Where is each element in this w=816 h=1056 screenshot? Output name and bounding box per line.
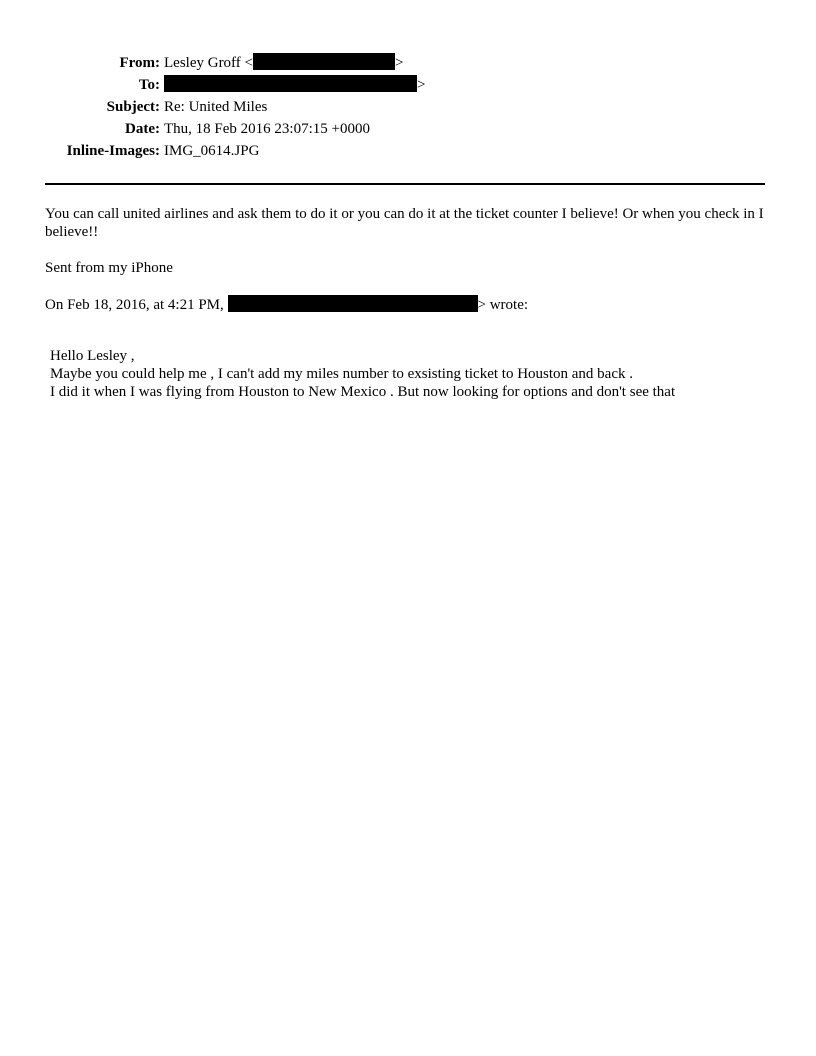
quoted-line: Maybe you could help me , I can't add my miles number to exsisting ticket to Houston and back . <box>50 366 634 382</box>
date-label: Date: <box>125 121 160 137</box>
date-value: Thu, 18 Feb 2016 23:07:15 +0000 <box>164 121 370 137</box>
date-row <box>45 118 425 140</box>
inline-images-row <box>45 140 425 162</box>
to-row <box>45 74 425 96</box>
header-divider <box>45 183 765 185</box>
to-address-redaction <box>164 75 417 92</box>
email-header <box>45 52 425 162</box>
subject-value: Re: United Miles <box>164 99 268 115</box>
quote-intro <box>45 295 769 314</box>
subject-row <box>45 96 425 118</box>
from-close-bracket: > <box>395 55 404 71</box>
quote-intro-prefix: On Feb 18, 2016, at 4:21 PM, <box>45 297 224 313</box>
from-row <box>45 52 425 74</box>
quote-intro-suffix: > wrote: <box>477 297 529 313</box>
signature: Sent from my iPhone <box>45 260 173 276</box>
inline-images-label: Inline-Images: <box>66 143 160 159</box>
from-label: From: <box>119 55 160 71</box>
reply-text: You can call united airlines and ask them to do it or you can do it at the ticket counter I believe! Or when you check in I believe!! <box>45 206 764 240</box>
from-name: Lesley Groff < <box>164 55 253 71</box>
quoted-line: Hello Lesley , <box>50 348 135 364</box>
quoted-message <box>50 347 770 401</box>
quote-sender-redaction <box>228 295 478 312</box>
to-value <box>164 74 425 96</box>
inline-images-value: IMG_0614.JPG <box>164 143 260 159</box>
from-email-redaction <box>253 53 395 70</box>
from-value <box>164 52 425 74</box>
to-label: To: <box>138 77 160 93</box>
to-close-bracket: > <box>417 77 426 93</box>
quoted-line: I did it when I was flying from Houston to New Mexico . But now looking for options and don't see that <box>50 384 676 400</box>
subject-label: Subject: <box>106 99 160 115</box>
